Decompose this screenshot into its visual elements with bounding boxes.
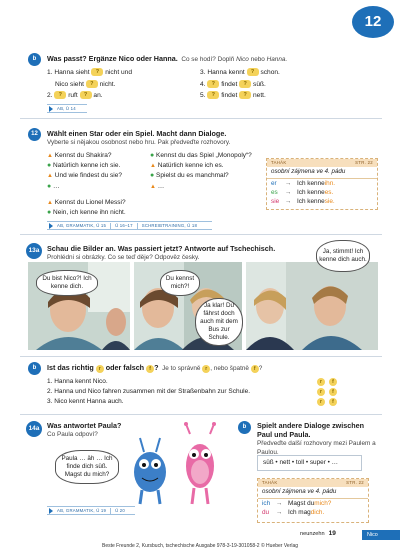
- exercise-label-b: b: [28, 53, 41, 66]
- dialogue-line: ▲ Kennst du Lionel Messi?: [47, 198, 126, 206]
- item-1: 1. Hanna sieht ? nicht und: [47, 69, 132, 76]
- play-triangle-icon: [49, 508, 53, 514]
- false-option[interactable]: f: [329, 398, 337, 406]
- chapter-badge: [352, 6, 394, 38]
- photo-bus-3: [246, 262, 378, 350]
- false-option[interactable]: f: [329, 378, 337, 386]
- exercise-label-14a: 14a: [26, 421, 42, 437]
- speech-bubble: Ja klar! Du fährst doch auch mit dem Bus zur Schule.: [195, 298, 243, 346]
- workbook-reference[interactable]: AB, Ü 14: [47, 104, 87, 113]
- false-option[interactable]: f: [329, 388, 337, 396]
- true-option[interactable]: r: [317, 378, 325, 386]
- dialogue-line: ▲ Und wie findest du sie?: [47, 172, 122, 180]
- gap-field[interactable]: ?: [91, 68, 103, 76]
- dialogue-col-2: [150, 151, 252, 192]
- grammar-tip-box: TAHÁK STR. 22 osobní zájmena ve 4. pádu ich → Magst du mich? du → Ich mag dich.: [257, 478, 369, 523]
- gap-field[interactable]: ?: [207, 80, 219, 88]
- play-triangle-icon: [49, 106, 53, 112]
- dialogue-line: ▲ …: [150, 182, 165, 190]
- dialogue-line: ● Spielst du es manchmal?: [150, 172, 229, 180]
- dialogue-col-1: [47, 151, 126, 218]
- page-number-area: neunzehn 19: [300, 530, 336, 537]
- gap-field[interactable]: ?: [239, 80, 251, 88]
- gap-field[interactable]: ?: [247, 68, 259, 76]
- tf-item: 2. Hanna und Nico fahren zusammen mit der Straßenbahn zur Schule. r f: [47, 387, 337, 397]
- speech-bubble: Ja, stimmt! Ich kenne dich auch.: [316, 240, 370, 272]
- gap-field[interactable]: ?: [54, 91, 66, 99]
- play-triangle-icon: [49, 223, 53, 229]
- tip-row: du → Ich mag dich.: [262, 509, 325, 517]
- exercise-12-title: Wählt einen Star oder ein Spiel. Macht dann Dialoge.: [47, 129, 227, 138]
- gap-field[interactable]: ?: [80, 91, 92, 99]
- dialogue-line: ● Natürlich kenne ich sie.: [47, 162, 121, 170]
- exercise-b2-title: Ist das richtig r oder falsch f ? Je to správně r , nebo špatně f ?: [47, 363, 263, 372]
- dialogue-line: ● Nein, ich kenne ihn nicht.: [47, 209, 126, 217]
- speech-bubble: Du kennst mich?!: [160, 270, 200, 296]
- word-box: süß • nett • toll • super • …: [257, 455, 362, 471]
- exercise-13a-title: Schau die Bilder an. Was passiert jetzt? Antworte auf Tschechisch.: [47, 244, 276, 253]
- tip-row: ich → Magst du mich?: [262, 500, 332, 508]
- exercise-instruction: Co se hodí? Doplň Nico nebo Hanna.: [181, 56, 288, 63]
- exercise-label-12: 12: [28, 128, 41, 141]
- true-false-list: [47, 377, 337, 407]
- tip-row: er → Ich kenne ihn.: [271, 180, 336, 188]
- item-5: 5. ? findet ? nett.: [200, 92, 266, 99]
- dialogue-line: ● Kennst du das Spiel „Monopoly“?: [150, 152, 252, 159]
- exercise-b3-title: Spielt andere Dialoge zwischen Paul und Paula.: [257, 421, 365, 440]
- speech-bubble: Paula … äh … Ich finde dich süß. Magst du mich?: [55, 450, 119, 484]
- exercise-label-b: b: [238, 421, 251, 434]
- workbook-reference[interactable]: AB, GRAMMATIK, Ü 19 Ü 20: [47, 506, 135, 515]
- divider: [20, 234, 382, 235]
- grammar-tip-box: TAHÁK STR. 22 osobní zájmena ve 4. pádu er → Ich kenne ihn. es → Ich kenne es. sie → Ich kenne sie.: [266, 158, 378, 210]
- divider: [20, 356, 382, 357]
- true-option[interactable]: r: [317, 398, 325, 406]
- tip-row: sie → Ich kenne sie.: [271, 198, 335, 206]
- item-1-cont: Nico sieht ? nicht.: [55, 80, 116, 88]
- exercise-b-items-left: [47, 67, 132, 102]
- exercise-13a-instruction: Prohlédni si obrázky. Co se teď děje? Odpověz česky.: [47, 254, 200, 261]
- exercise-b-items-right: [200, 67, 280, 102]
- dialogue-line: ▲ Kennst du Shakira?: [47, 152, 112, 159]
- cartoon-monsters: [120, 420, 230, 510]
- gap-field[interactable]: ?: [207, 91, 219, 99]
- item-2: 2. ? ruft ? an.: [47, 92, 103, 99]
- tip-row: es → Ich kenne es.: [271, 189, 334, 197]
- gap-field[interactable]: ?: [239, 91, 251, 99]
- true-option[interactable]: r: [317, 388, 325, 396]
- speech-bubble: Du bist Nico?! Ich kenne dich.: [36, 270, 98, 296]
- exercise-14a-instruction: Co Paula odpoví?: [47, 431, 98, 438]
- workbook-reference[interactable]: AB, GRAMMATIK, Ü 15 Ü 16–17 SCHREIBTRAINING, Ü 18: [47, 221, 212, 230]
- item-4: 4. ? findet ? süß.: [200, 80, 266, 88]
- exercise-14a-title: Was antwortet Paula?: [47, 421, 122, 430]
- divider: [20, 414, 382, 415]
- chapter-tab: Nico: [362, 530, 400, 540]
- exercise-title: Was passt? Ergänze Nico oder Hanna.: [47, 54, 178, 63]
- exercise-b3-instruction: Předveďte další rozhovory mezi Paulem a Paulou.: [257, 440, 376, 456]
- item-3: 3. Hanna kennt ? schon.: [200, 69, 280, 76]
- exercise-label-b: b: [28, 362, 41, 375]
- gap-field[interactable]: ?: [86, 80, 98, 88]
- divider: [20, 118, 382, 119]
- chapter-number: 12: [364, 12, 382, 30]
- exercise-12-instruction: Vyberte si nějakou osobnost nebo hru. Pak předveďte rozhovory.: [47, 139, 231, 146]
- people-illustration: [246, 262, 378, 350]
- dialogue-line: ● …: [47, 182, 60, 190]
- publisher-line: Beste Freunde 2, Kursbuch, tschechische Ausgabe 978-3-19-301058-2 © Hueber Verlag: [101, 543, 299, 549]
- tf-item: 1. Hanna kennt Nico. r f: [47, 377, 337, 387]
- dialogue-line: ▲ Natürlich kenne ich es.: [150, 162, 224, 170]
- exercise-label-13a: 13a: [26, 243, 42, 259]
- tf-item: 3. Nico kennt Hanna auch. r f: [47, 397, 337, 407]
- exercise-b-title-block: [47, 54, 377, 65]
